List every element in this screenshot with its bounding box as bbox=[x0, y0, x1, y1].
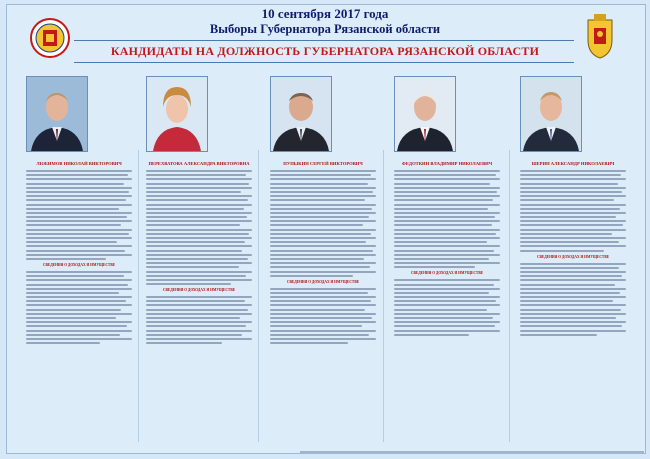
candidate-name: ПЕРЕХВАТОВА АЛЕКСАНДРА ВИКТОРОВНА bbox=[148, 161, 250, 166]
candidate-photo bbox=[270, 76, 332, 152]
column-divider bbox=[383, 150, 384, 442]
candidate-card bbox=[520, 76, 626, 338]
column-divider bbox=[258, 150, 259, 442]
income-details bbox=[270, 288, 376, 344]
election-title: Выборы Губернатора Рязанской области bbox=[209, 22, 441, 36]
income-details bbox=[394, 279, 500, 335]
income-heading: СВЕДЕНИЯ О ДОХОДАХ И ИМУЩЕСТВЕ bbox=[536, 254, 610, 259]
candidate-biography bbox=[394, 170, 500, 268]
candidate-photo bbox=[520, 76, 582, 152]
candidate-card bbox=[26, 76, 132, 346]
candidate-name: ФЕДОТКИН ВЛАДИМИР НИКОЛАЕВИЧ bbox=[401, 161, 493, 166]
candidate-biography bbox=[26, 170, 132, 260]
column-divider bbox=[509, 150, 510, 442]
candidate-card bbox=[394, 76, 500, 338]
candidate-biography bbox=[520, 170, 626, 252]
candidate-photo bbox=[146, 76, 208, 152]
candidate-name: ШЕРИН АЛЕКСАНДР НИКОЛАЕВИЧ bbox=[531, 161, 615, 166]
footer-note bbox=[300, 451, 644, 453]
income-details bbox=[26, 271, 132, 344]
candidate-name: ПУПЫКИН СЕРГЕЙ ВИКТОРОВИЧ bbox=[283, 161, 363, 166]
election-date: 10 сентября 2017 года bbox=[261, 6, 389, 21]
page-title: КАНДИДАТЫ НА ДОЛЖНОСТЬ ГУБЕРНАТОРА РЯЗАНСКОЙ ОБЛАСТИ bbox=[110, 44, 540, 58]
candidate-biography bbox=[270, 170, 376, 277]
candidate-photo bbox=[26, 76, 88, 152]
income-details bbox=[146, 296, 252, 344]
candidate-photo bbox=[394, 76, 456, 152]
header-divider-top bbox=[74, 40, 574, 41]
candidate-name: ЛЮБИМОВ НИКОЛАЙ ВИКТОРОВИЧ bbox=[36, 161, 122, 166]
column-divider bbox=[138, 150, 139, 442]
income-heading: СВЕДЕНИЯ О ДОХОДАХ И ИМУЩЕСТВЕ bbox=[410, 271, 484, 276]
candidate-card bbox=[270, 76, 376, 346]
income-heading: СВЕДЕНИЯ О ДОХОДАХ И ИМУЩЕСТВЕ bbox=[286, 279, 360, 284]
header-divider-bottom bbox=[74, 62, 574, 63]
income-heading: СВЕДЕНИЯ О ДОХОДАХ И ИМУЩЕСТВЕ bbox=[42, 262, 116, 267]
candidate-card bbox=[146, 76, 252, 346]
candidate-biography bbox=[146, 170, 252, 285]
income-details bbox=[520, 263, 626, 336]
income-heading: СВЕДЕНИЯ О ДОХОДАХ И ИМУЩЕСТВЕ bbox=[162, 288, 236, 293]
